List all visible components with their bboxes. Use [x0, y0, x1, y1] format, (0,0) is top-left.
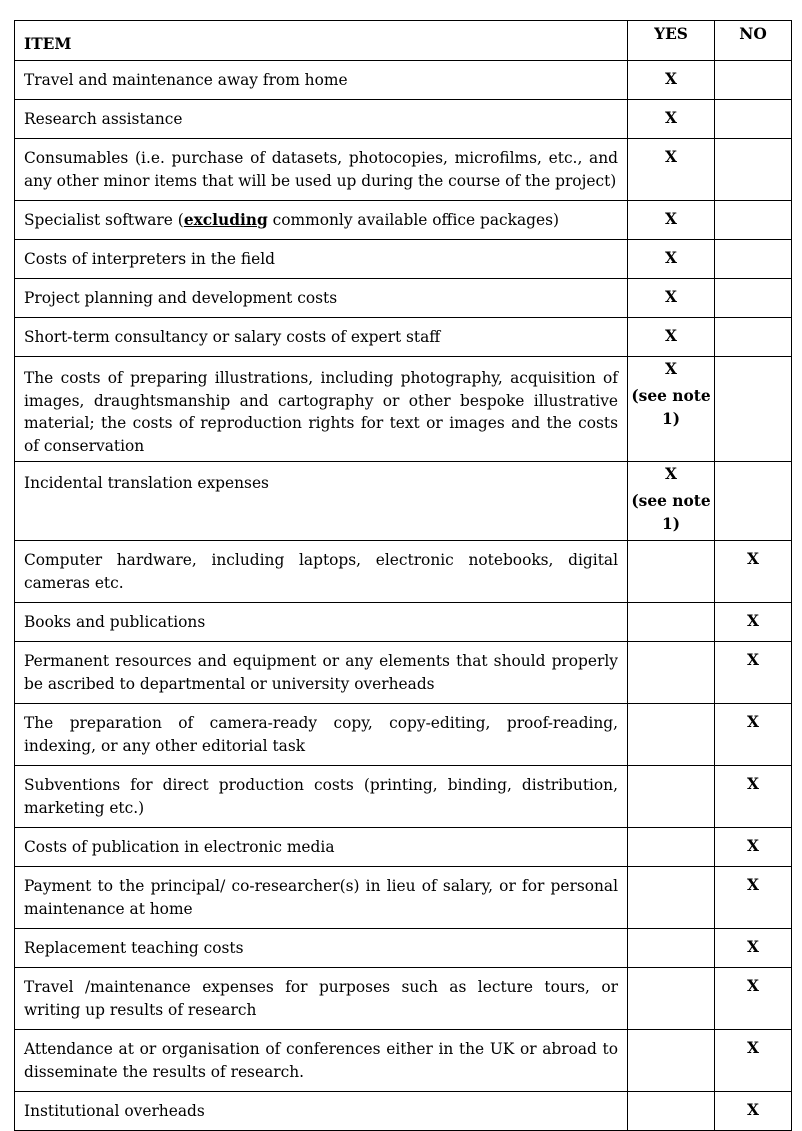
table-row — [15, 100, 792, 139]
table-row — [15, 704, 792, 766]
no-cell — [715, 201, 792, 240]
yes-cell — [628, 968, 715, 1030]
no-cell — [715, 139, 792, 201]
no-cell: X — [715, 1030, 792, 1092]
no-cell: X — [715, 541, 792, 603]
yes-cell — [628, 1030, 715, 1092]
item-cell: Costs of interpreters in the field — [15, 240, 628, 279]
yes-mark: X — [665, 360, 677, 378]
see-note-label: (see note 1) — [631, 492, 711, 533]
table-row — [15, 766, 792, 828]
table-header-row — [15, 21, 792, 61]
no-cell: X — [715, 968, 792, 1030]
yes-cell: X — [628, 279, 715, 318]
item-cell: Research assistance — [15, 100, 628, 139]
item-cell: Institutional overheads — [15, 1092, 628, 1131]
column-header-no: NO — [715, 21, 792, 61]
item-cell: Books and publications — [15, 603, 628, 642]
yes-mark: X — [665, 465, 677, 483]
table-row — [15, 61, 792, 100]
yes-cell — [628, 642, 715, 704]
no-cell: X — [715, 642, 792, 704]
no-cell: X — [715, 766, 792, 828]
item-cell: Computer hardware, including laptops, electronic notebooks, digital cameras etc. — [15, 541, 628, 603]
item-cell: Short-term consultancy or salary costs of expert staff — [15, 318, 628, 357]
item-text: commonly available office packages) — [267, 211, 559, 229]
item-cell: Replacement teaching costs — [15, 929, 628, 968]
no-cell: X — [715, 867, 792, 929]
item-cell: Consumables (i.e. purchase of datasets, photocopies, microfilms, etc., and any other minor items that will be used up during the course of the project) — [15, 139, 628, 201]
no-cell — [715, 240, 792, 279]
item-cell: Travel and maintenance away from home — [15, 61, 628, 100]
table-row — [15, 139, 792, 201]
yes-cell — [628, 603, 715, 642]
no-cell: X — [715, 1092, 792, 1131]
item-cell: Subventions for direct production costs (printing, binding, distribution, marketing etc.) — [15, 766, 628, 828]
item-cell: Payment to the principal/ co-researcher(s) in lieu of salary, or for personal maintenance at home — [15, 867, 628, 929]
table-row — [15, 462, 792, 541]
no-cell — [715, 357, 792, 462]
column-header-yes: YES — [628, 21, 715, 61]
table-row — [15, 201, 792, 240]
table-row — [15, 1030, 792, 1092]
item-cell — [15, 201, 628, 240]
item-cell: Project planning and development costs — [15, 279, 628, 318]
table-row — [15, 541, 792, 603]
yes-cell — [628, 828, 715, 867]
no-cell — [715, 318, 792, 357]
yes-cell — [628, 541, 715, 603]
eligibility-table — [14, 20, 792, 1131]
item-cell: Costs of publication in electronic media — [15, 828, 628, 867]
yes-cell: X — [628, 318, 715, 357]
yes-cell — [628, 357, 715, 462]
yes-cell: X — [628, 240, 715, 279]
yes-cell: X — [628, 100, 715, 139]
no-cell — [715, 462, 792, 541]
table-row — [15, 279, 792, 318]
table-row — [15, 968, 792, 1030]
table-row — [15, 867, 792, 929]
yes-cell — [628, 462, 715, 541]
table-row — [15, 603, 792, 642]
yes-cell — [628, 929, 715, 968]
table-row — [15, 642, 792, 704]
no-cell: X — [715, 929, 792, 968]
item-text: Specialist software ( — [24, 211, 184, 229]
yes-cell — [628, 704, 715, 766]
table-row — [15, 929, 792, 968]
yes-cell — [628, 766, 715, 828]
no-cell: X — [715, 704, 792, 766]
no-cell: X — [715, 603, 792, 642]
no-cell — [715, 100, 792, 139]
column-header-item: ITEM — [15, 21, 628, 61]
item-cell: The costs of preparing illustrations, including photography, acquisition of images, draughtsmanship and cartography or other bespoke illustrative material; the costs of reproduction rights for text or images and the costs of conservation — [15, 357, 628, 462]
item-cell: Permanent resources and equipment or any elements that should properly be ascribed to departmental or university overheads — [15, 642, 628, 704]
table-row — [15, 828, 792, 867]
item-cell: Travel /maintenance expenses for purposes such as lecture tours, or writing up results of research — [15, 968, 628, 1030]
no-cell: X — [715, 828, 792, 867]
yes-cell — [628, 867, 715, 929]
no-cell — [715, 61, 792, 100]
emphasis-excluding: excluding — [183, 211, 268, 229]
yes-cell: X — [628, 61, 715, 100]
yes-cell: X — [628, 201, 715, 240]
item-cell: The preparation of camera-ready copy, copy-editing, proof-reading, indexing, or any other editorial task — [15, 704, 628, 766]
yes-cell: X — [628, 139, 715, 201]
table-row — [15, 318, 792, 357]
see-note-label: (see note 1) — [631, 387, 711, 428]
no-cell — [715, 279, 792, 318]
item-cell: Attendance at or organisation of conferences either in the UK or abroad to disseminate the results of research. — [15, 1030, 628, 1092]
table-row — [15, 240, 792, 279]
item-cell: Incidental translation expenses — [15, 462, 628, 541]
table-row — [15, 357, 792, 462]
